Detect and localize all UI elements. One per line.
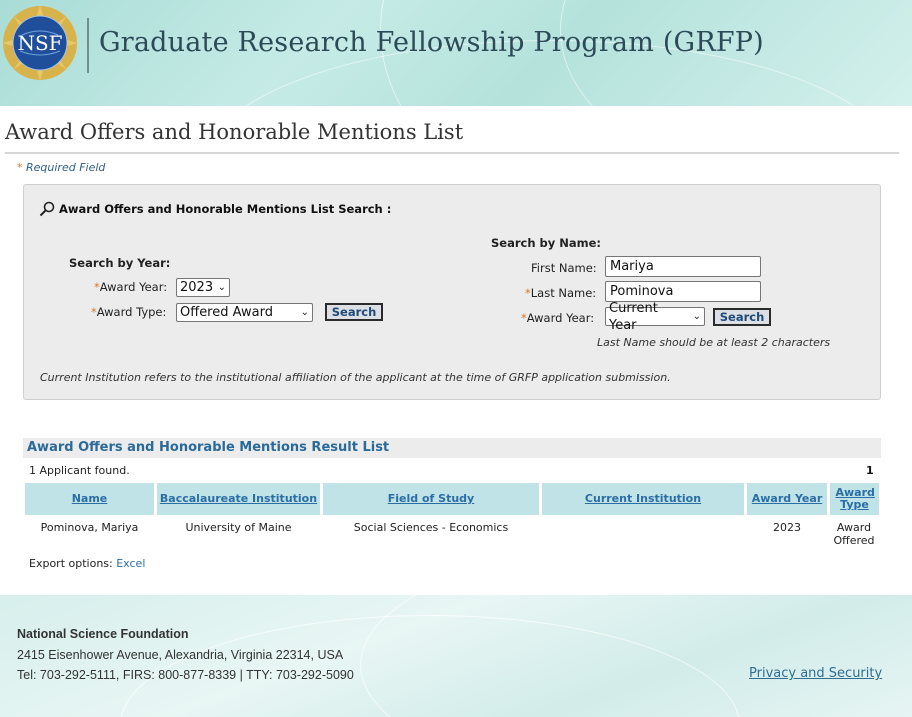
column-header-current-institution[interactable]: Current Institution xyxy=(542,483,744,515)
award-year-label: *Award Year: xyxy=(94,280,168,294)
cell-name: Pominova, Mariya xyxy=(40,521,139,534)
award-type-select[interactable]: Offered Award ⌄ xyxy=(176,303,313,322)
award-type-label: *Award Type: xyxy=(91,305,167,319)
search-by-name-button[interactable]: Search xyxy=(713,308,771,326)
name-award-year-label: *Award Year: xyxy=(521,311,595,325)
chevron-down-icon: ⌄ xyxy=(692,311,701,322)
institution-note: Current Institution refers to the institutional affiliation of the applicant at the time of GRFP application submission. xyxy=(40,371,671,384)
column-header-award-type[interactable]: Award Type xyxy=(830,483,879,515)
page-title: Award Offers and Honorable Mentions List xyxy=(5,120,464,144)
export-excel-link[interactable]: Excel xyxy=(116,557,146,570)
required-note-text: Required Field xyxy=(26,161,106,174)
search-by-name-heading: Search by Name: xyxy=(491,236,602,250)
export-label: Export options: xyxy=(29,557,113,570)
column-header-field[interactable]: Field of Study xyxy=(323,483,539,515)
column-header-name[interactable]: Name xyxy=(25,483,154,515)
export-options xyxy=(29,557,145,570)
cell-award-type: Award Offered xyxy=(833,521,875,547)
required-star: * xyxy=(17,161,23,174)
nsf-logo[interactable] xyxy=(2,5,78,81)
cell-award-year: 2023 xyxy=(773,521,801,534)
last-name-input[interactable]: Pominova xyxy=(605,281,761,302)
privacy-link[interactable]: Privacy and Security xyxy=(749,666,883,681)
header-divider xyxy=(87,18,89,73)
search-panel-title xyxy=(39,201,391,217)
search-by-year-button[interactable]: Search xyxy=(325,303,383,321)
first-name-label: First Name: xyxy=(531,261,597,275)
required-field-note xyxy=(17,161,105,174)
search-icon xyxy=(39,201,55,217)
cell-field: Social Sciences - Economics xyxy=(353,521,509,534)
page-number[interactable]: 1 xyxy=(866,464,874,477)
name-award-year-select[interactable]: Current Year ⌄ xyxy=(605,307,705,326)
results-heading: Award Offers and Honorable Mentions Result List xyxy=(23,438,881,458)
search-by-year-heading: Search by Year: xyxy=(69,256,171,270)
search-panel xyxy=(23,184,881,400)
column-header-baccalaureate[interactable]: Baccalaureate Institution xyxy=(157,483,320,515)
chevron-down-icon: ⌄ xyxy=(300,307,309,318)
award-year-select[interactable]: 2023 ⌄ xyxy=(176,278,230,297)
logo-text: NSF xyxy=(17,31,63,55)
site-title: Graduate Research Fellowship Program (GRFP) xyxy=(99,27,764,58)
site-header xyxy=(0,0,912,106)
footer-org: National Science Foundation xyxy=(17,627,189,641)
site-footer xyxy=(0,595,912,717)
footer-phones: Tel: 703-292-5111, FIRS: 800-877-8339 | TTY: 703-292-5090 xyxy=(17,668,354,682)
last-name-label: *Last Name: xyxy=(525,286,597,300)
search-panel-title-text: Award Offers and Honorable Mentions List Search : xyxy=(59,202,392,216)
title-divider xyxy=(5,152,899,154)
column-header-award-year[interactable]: Award Year xyxy=(747,483,827,515)
footer-address: 2415 Eisenhower Avenue, Alexandria, Virginia 22314, USA xyxy=(17,648,344,662)
last-name-hint: Last Name should be at least 2 characters xyxy=(597,336,831,349)
cell-baccalaureate: University of Maine xyxy=(185,521,292,534)
results-count: 1 Applicant found. xyxy=(29,464,130,477)
chevron-down-icon: ⌄ xyxy=(217,282,226,293)
first-name-input[interactable]: Mariya xyxy=(605,256,761,277)
